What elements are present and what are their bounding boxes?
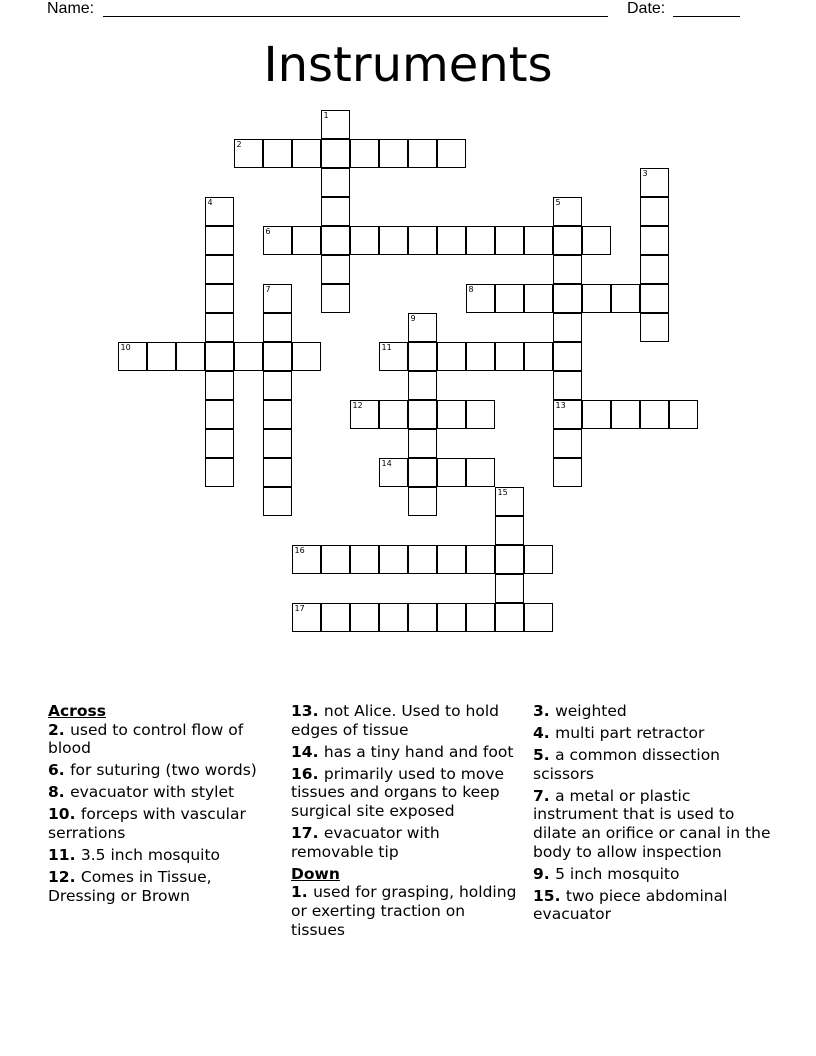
crossword-cell[interactable]: [379, 400, 408, 429]
cell-number: 10: [120, 343, 131, 352]
clue-text: used to control flow of blood: [48, 720, 244, 758]
crossword-cell[interactable]: [292, 603, 321, 632]
clue-text: has a tiny hand and foot: [323, 742, 514, 761]
clue-number: 7 .: [533, 787, 555, 805]
crossword-cell[interactable]: [640, 226, 669, 255]
crossword-cell[interactable]: [466, 342, 495, 371]
date-label: Date:: [627, 0, 666, 17]
clue-number: 3 .: [533, 702, 555, 720]
crossword-cell[interactable]: [582, 226, 611, 255]
clue-item: [291, 702, 523, 739]
clue-number: 1 .: [291, 883, 313, 901]
crossword-cell[interactable]: [437, 139, 466, 168]
cell-number: 14: [381, 459, 392, 468]
clue-item: [48, 868, 278, 905]
crossword-cell[interactable]: [640, 313, 669, 342]
crossword-cell[interactable]: [524, 545, 553, 574]
cell-number: 12: [352, 401, 363, 410]
crossword-cell[interactable]: [205, 342, 234, 371]
clue-item: [533, 887, 773, 924]
crossword-cell[interactable]: [379, 545, 408, 574]
crossword-cell[interactable]: [379, 342, 408, 371]
down-heading: Down: [291, 864, 340, 883]
crossword-cell[interactable]: [321, 545, 350, 574]
cell-number: 4: [207, 198, 213, 207]
crossword-cell[interactable]: [437, 342, 466, 371]
crossword-cell[interactable]: [205, 255, 234, 284]
crossword-cell[interactable]: [466, 400, 495, 429]
crossword-cell[interactable]: [611, 284, 640, 313]
crossword-cell[interactable]: [524, 342, 553, 371]
crossword-cell[interactable]: [408, 371, 437, 400]
crossword-cell[interactable]: [118, 342, 147, 371]
clue-list: [533, 702, 773, 924]
crossword-cell[interactable]: [321, 139, 350, 168]
crossword-cell[interactable]: [495, 574, 524, 603]
crossword-cell[interactable]: [466, 458, 495, 487]
cell-number: 16: [294, 546, 305, 555]
clue-item: [533, 702, 773, 721]
crossword-cell[interactable]: [205, 226, 234, 255]
crossword-cell[interactable]: [495, 545, 524, 574]
clue-text: 3.5 inch mosquito: [80, 846, 221, 865]
crossword-cell[interactable]: [640, 168, 669, 197]
crossword-cell[interactable]: [553, 342, 582, 371]
crossword-cell[interactable]: [437, 545, 466, 574]
crossword-cell[interactable]: [524, 226, 553, 255]
crossword-cell[interactable]: [437, 603, 466, 632]
crossword-cell[interactable]: [263, 429, 292, 458]
clue-item: [291, 765, 523, 821]
crossword-cell[interactable]: [495, 342, 524, 371]
crossword-cell[interactable]: [263, 458, 292, 487]
clue-item: [533, 865, 773, 884]
crossword-cell[interactable]: [495, 226, 524, 255]
crossword-cell[interactable]: [263, 487, 292, 516]
crossword-cell[interactable]: [176, 342, 205, 371]
crossword-cell[interactable]: [408, 545, 437, 574]
crossword-cell[interactable]: [321, 284, 350, 313]
clues-column-3: [533, 702, 773, 928]
crossword-cell[interactable]: [205, 400, 234, 429]
clue-item: [48, 783, 278, 802]
crossword-cell[interactable]: [408, 429, 437, 458]
clue-text: 5 inch mosquito: [555, 864, 680, 883]
cell-number: 5: [555, 198, 561, 207]
clue-text: multi part retractor: [555, 724, 705, 743]
cell-number: 15: [497, 488, 508, 497]
crossword-cell[interactable]: [350, 603, 379, 632]
crossword-cell[interactable]: [350, 139, 379, 168]
clue-text: used for grasping, holding or exerting traction on tissues: [291, 883, 517, 939]
crossword-cell[interactable]: [611, 400, 640, 429]
clue-text: evacuator with stylet: [70, 783, 235, 802]
crossword-cell[interactable]: [205, 197, 234, 226]
crossword-cell[interactable]: [263, 226, 292, 255]
crossword-cell[interactable]: [205, 313, 234, 342]
crossword-cell[interactable]: [408, 226, 437, 255]
crossword-cell[interactable]: [582, 400, 611, 429]
clue-number: 11 .: [48, 846, 81, 864]
clue-item: [48, 721, 278, 758]
cell-number: 13: [555, 401, 566, 410]
crossword-cell[interactable]: [553, 313, 582, 342]
crossword-cell[interactable]: [466, 603, 495, 632]
crossword-cell[interactable]: [466, 226, 495, 255]
page-title: Instruments: [263, 37, 553, 93]
clue-number: 2 .: [48, 721, 70, 739]
crossword-cell[interactable]: [408, 458, 437, 487]
clue-item: [291, 743, 523, 762]
crossword-cell[interactable]: [408, 139, 437, 168]
crossword-cell[interactable]: [263, 313, 292, 342]
clue-list: [291, 702, 523, 861]
crossword-cell[interactable]: [437, 226, 466, 255]
crossword-cell[interactable]: [292, 545, 321, 574]
clue-item: [48, 846, 278, 865]
clue-text: a common dissection scissors: [533, 746, 721, 783]
clue-item: [48, 805, 278, 842]
clue-text: for suturing (two words): [70, 761, 257, 780]
clue-item: [48, 761, 278, 780]
clue-text: evacuator with removable tip: [291, 824, 440, 861]
clue-item: [533, 746, 773, 783]
crossword-cell[interactable]: [292, 342, 321, 371]
cell-number: 17: [294, 604, 305, 613]
crossword-cell[interactable]: [379, 139, 408, 168]
crossword-cell[interactable]: [553, 458, 582, 487]
crossword-cell[interactable]: [553, 429, 582, 458]
crossword-cell[interactable]: [321, 255, 350, 284]
crossword-cell[interactable]: [553, 400, 582, 429]
clue-number: 8 .: [48, 783, 70, 801]
crossword-cell[interactable]: [437, 458, 466, 487]
crossword-cell[interactable]: [408, 603, 437, 632]
across-heading: Across: [48, 702, 106, 720]
clue-text: not Alice. Used to hold edges of tissue: [291, 702, 499, 739]
clues-column-2: [291, 702, 523, 943]
crossword-cell[interactable]: [263, 400, 292, 429]
crossword-cell[interactable]: [495, 516, 524, 545]
crossword-cell[interactable]: [321, 226, 350, 255]
cell-number: 6: [265, 227, 271, 236]
crossword-cell[interactable]: [524, 284, 553, 313]
clue-item: [291, 883, 523, 939]
crossword-cell[interactable]: [640, 400, 669, 429]
name-label: Name:: [47, 0, 95, 17]
clue-number: 5 .: [533, 746, 555, 764]
crossword-cell[interactable]: [408, 487, 437, 516]
clue-text: primarily used to move tissues and organs to keep surgical site exposed: [291, 764, 505, 820]
crossword-cell[interactable]: [263, 139, 292, 168]
clue-number: 9 .: [533, 865, 555, 883]
crossword-cell[interactable]: [234, 342, 263, 371]
crossword-cell[interactable]: [350, 545, 379, 574]
crossword-cell[interactable]: [408, 313, 437, 342]
crossword-cell[interactable]: [437, 400, 466, 429]
crossword-cell[interactable]: [553, 197, 582, 226]
crossword-cell[interactable]: [205, 371, 234, 400]
crossword-cell[interactable]: [640, 255, 669, 284]
crossword-cell[interactable]: [321, 168, 350, 197]
clue-number: 12 .: [48, 868, 81, 886]
clues-column-1: [48, 702, 278, 909]
crossword-cell[interactable]: [495, 603, 524, 632]
crossword-cell[interactable]: [321, 110, 350, 139]
clue-item: [291, 824, 523, 861]
clue-list: [291, 883, 523, 939]
crossword-cell[interactable]: [147, 342, 176, 371]
clue-text: two piece abdominal evacuator: [533, 886, 728, 924]
crossword-cell[interactable]: [379, 458, 408, 487]
crossword-cell[interactable]: [495, 487, 524, 516]
crossword-cell[interactable]: [292, 226, 321, 255]
crossword-cell[interactable]: [321, 603, 350, 632]
crossword-cell[interactable]: [205, 458, 234, 487]
clue-number: 14 .: [291, 743, 324, 761]
cell-number: 8: [468, 285, 474, 294]
clue-number: 17 .: [291, 824, 324, 842]
crossword-cell[interactable]: [321, 197, 350, 226]
crossword-cell[interactable]: [669, 400, 698, 429]
crossword-cell[interactable]: [466, 545, 495, 574]
cell-number: 2: [236, 140, 242, 149]
cell-number: 11: [381, 343, 392, 352]
clue-text: weighted: [555, 702, 627, 720]
clue-number: 13 .: [291, 702, 324, 720]
crossword-cell[interactable]: [234, 139, 263, 168]
crossword-cell[interactable]: [350, 400, 379, 429]
crossword-cell[interactable]: [205, 284, 234, 313]
crossword-cell[interactable]: [553, 255, 582, 284]
crossword-cell[interactable]: [263, 342, 292, 371]
crossword-cell[interactable]: [524, 603, 553, 632]
clue-list: [48, 721, 278, 906]
cell-number: 1: [323, 111, 329, 120]
crossword-cell[interactable]: [379, 603, 408, 632]
clue-text: Comes in Tissue, Dressing or Brown: [48, 868, 212, 905]
crossword-cell[interactable]: [495, 284, 524, 313]
crossword-cell[interactable]: [640, 284, 669, 313]
clue-number: 6 .: [48, 761, 70, 779]
crossword-cell[interactable]: [292, 139, 321, 168]
clue-item: [533, 724, 773, 743]
clue-number: 10 .: [48, 805, 81, 823]
clue-number: 4 .: [533, 724, 555, 742]
cell-number: 7: [265, 285, 271, 294]
clue-text: a metal or plastic instrument that is used to dilate an orifice or canal in the body to allow inspection: [533, 786, 771, 861]
crossword-cell[interactable]: [553, 226, 582, 255]
crossword-cell[interactable]: [640, 197, 669, 226]
clue-number: 15 .: [533, 887, 566, 905]
crossword-cell[interactable]: [582, 284, 611, 313]
clue-number: 16 .: [291, 765, 324, 783]
crossword-cell[interactable]: [263, 284, 292, 313]
crossword-cell[interactable]: [205, 429, 234, 458]
clue-text: forceps with vascular serrations: [48, 805, 246, 843]
crossword-cell[interactable]: [263, 371, 292, 400]
crossword-cell[interactable]: [379, 226, 408, 255]
crossword-cell[interactable]: [350, 226, 379, 255]
crossword-cell[interactable]: [408, 342, 437, 371]
crossword-cell[interactable]: [466, 284, 495, 313]
cell-number: 3: [642, 169, 648, 178]
crossword-cell[interactable]: [553, 371, 582, 400]
cell-number: 9: [410, 314, 416, 323]
crossword-cell[interactable]: [408, 400, 437, 429]
crossword-cell[interactable]: [553, 284, 582, 313]
clue-item: [533, 787, 773, 861]
